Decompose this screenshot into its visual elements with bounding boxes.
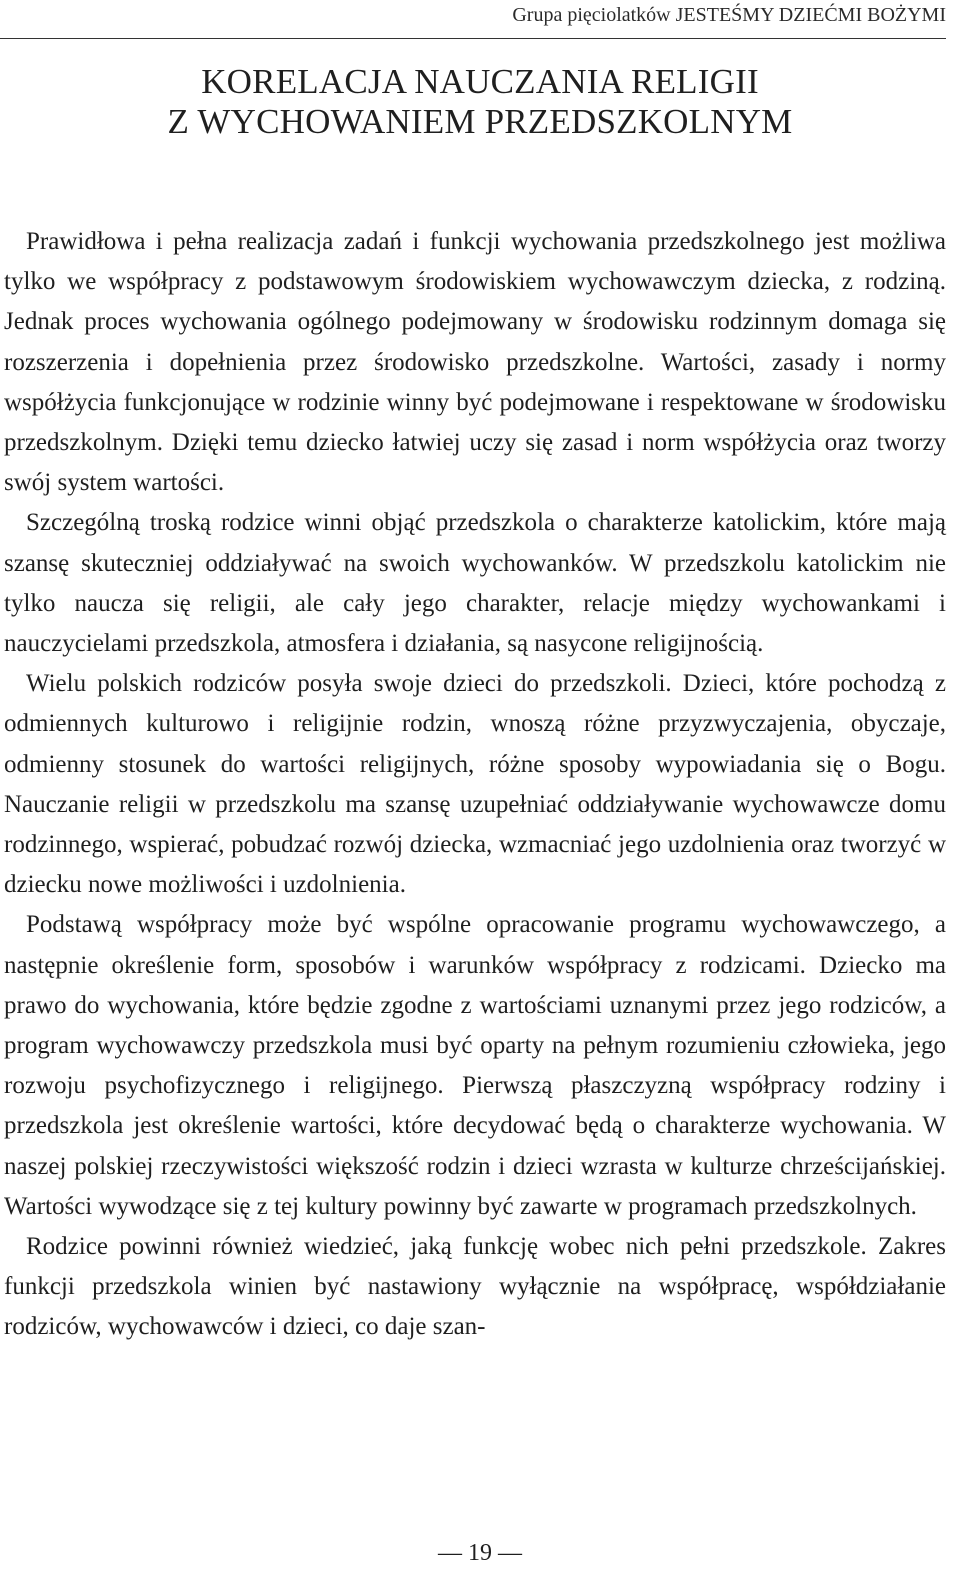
chapter-title-line-1: KORELACJA NAUCZANIA RELIGII	[201, 62, 759, 101]
paragraph-2: Szczególną troską rodzice winni objąć przedszkola o charakterze katolickim, które mają szansę skuteczniej oddziaływać na swoich wychowanków. W przedszkolu katolickim nie tylko naucza się religii, ale cały jego charakter, relacje między wychowankami i nauczycielami przedszkola, atmosfera i działania, są nasycone religijnością.	[4, 509, 946, 658]
running-header	[0, 0, 946, 39]
chapter-title-line-2: Z WYCHOWANIEM PRZEDSZKOLNYM	[167, 102, 793, 141]
chapter-title	[0, 62, 960, 142]
body-text	[4, 222, 946, 1348]
running-header-title: Grupa pięciolatków JESTEŚMY DZIEĆMI BOŻYMI	[512, 4, 946, 26]
paragraph-3: Wielu polskich rodziców posyła swoje dzieci do przedszkoli. Dzieci, które pochodzą z odmiennych kulturowo i religijnie rodzin, wnoszą różne przyzwyczajenia, obyczaje, odmienny stosunek do wartości religijnych, różne sposoby wypowiadania się o Bogu. Nauczanie religii w przedszkolu ma szansę uzupełniać oddziaływanie wychowawcze domu rodzinnego, wspierać, pobudzać rozwój dziecka, wzmacniać jego uzdolnienia oraz tworzyć w dziecku nowe możliwości i uzdolnienia.	[4, 670, 946, 899]
paragraph-5: Rodzice powinni również wiedzieć, jaką funkcję wobec nich pełni przedszkole. Zakres funkcji przedszkola winien być nastawiony wyłącznie na współpracę, współdziałanie rodziców, wychowawców i dzieci, co daje szan-	[4, 1233, 946, 1341]
page-number: — 19 —	[438, 1540, 522, 1566]
paragraph-4: Podstawą współpracy może być wspólne opracowanie programu wychowawczego, a następnie określenie form, sposobów i warunków współpracy z rodzicami. Dziecko ma prawo do wychowania, które będzie zgodne z wartościami uznanymi przez jego rodziców, a program wychowawczy przedszkola musi być oparty na pełnym rozumieniu człowieka, jego rozwoju psychofizycznego i religijnego. Pierwszą płaszczyzną współpracy rodziny i przedszkola jest określenie wartości, które decydować będą o charakterze wychowania. W naszej polskiej rzeczywistości większość rodzin i dzieci wzrasta w kulturze chrześcijańskiej. Wartości wywodzące się z tej kultury powinny być zawarte w programach przedszkolnych.	[4, 911, 946, 1220]
paragraph-1: Prawidłowa i pełna realizacja zadań i funkcji wychowania przedszkolnego jest możliwa tylko we współpracy z podstawowym środowiskiem wychowawczym dziecka, z rodziną. Jednak proces wychowania ogólnego podejmowany w środowisku rodzinnym domaga się rozszerzenia i dopełnienia przez środowisko przedszkolne. Wartości, zasady i normy współżycia funkcjonujące w rodzinie winny być podejmowane i respektowane w środowisku przedszkolnym. Dzięki temu dziecko łatwiej uczy się zasad i norm współżycia oraz tworzy swój system wartości.	[4, 228, 946, 497]
